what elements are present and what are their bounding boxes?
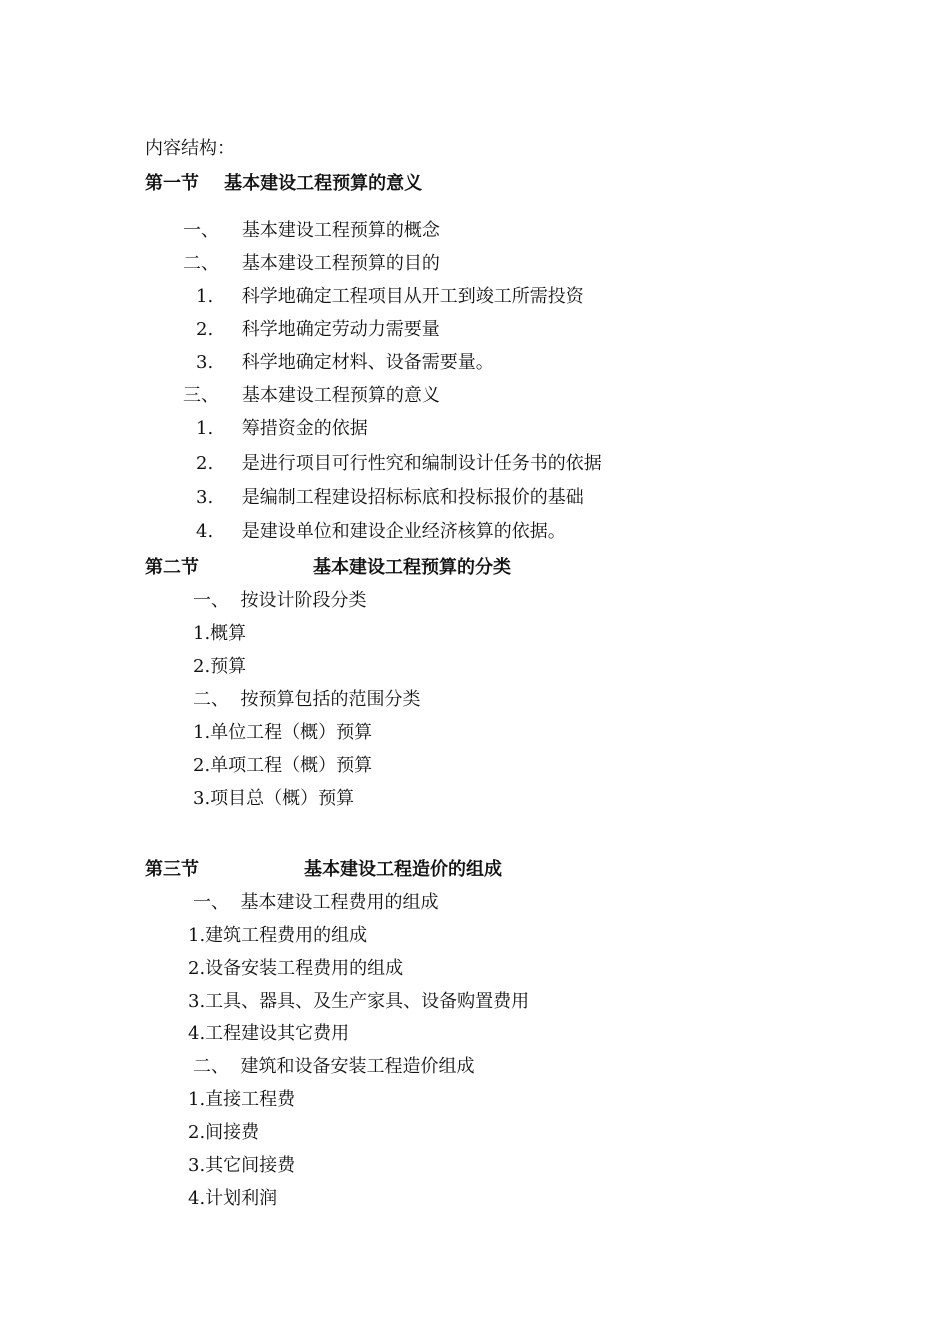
section-2-item-2: 二、 按预算包括的范围分类 [193, 689, 421, 710]
section-1-item-2-1: 1. 科学地确定工程项目从开工到竣工所需投资 [196, 286, 584, 307]
section-1-item-2-3: 3. 科学地确定材料、设备需要量。 [196, 352, 494, 373]
section-2-item-1-2: 2.预算 [193, 656, 247, 677]
section-1-item-3-2: 2. 是进行项目可行性究和编制设计任务书的依据 [196, 453, 602, 474]
section-1-item-3-1: 1. 筹措资金的依据 [196, 418, 368, 439]
section-3-label: 第三节 [145, 859, 199, 880]
section-2-title: 基本建设工程预算的分类 [313, 557, 511, 578]
section-1-item-2: 二、 基本建设工程预算的目的 [183, 253, 440, 274]
section-3-item-1-1: 1.建筑工程费用的组成 [188, 925, 368, 946]
section-1-item-1: 一、 基本建设工程预算的概念 [183, 220, 440, 241]
section-2-item-1: 一、 按设计阶段分类 [193, 590, 367, 611]
section-3-item-1: 一、 基本建设工程费用的组成 [193, 892, 439, 913]
section-1-item-2-2: 2. 科学地确定劳动力需要量 [196, 319, 440, 340]
section-2-item-2-3: 3.项目总（概）预算 [193, 788, 355, 809]
section-3-item-1-4: 4.工程建设其它费用 [188, 1023, 350, 1044]
section-3-item-2-1: 1.直接工程费 [188, 1089, 296, 1110]
section-3-item-1-2: 2.设备安装工程费用的组成 [188, 958, 404, 979]
section-2-item-2-1: 1.单位工程（概）预算 [193, 722, 373, 743]
section-2-item-1-1: 1.概算 [193, 623, 247, 644]
section-3-item-1-3: 3.工具、器具、及生产家具、设备购置费用 [188, 991, 530, 1012]
section-1-item-3: 三、 基本建设工程预算的意义 [183, 385, 440, 406]
section-3-item-2: 二、 建筑和设备安装工程造价组成 [193, 1056, 475, 1077]
outline-title: 内容结构： [145, 138, 235, 159]
section-1-item-3-4: 4. 是建设单位和建设企业经济核算的依据。 [196, 521, 566, 542]
section-1-item-3-3: 3. 是编制工程建设招标标底和投标报价的基础 [196, 487, 584, 508]
section-3-item-2-4: 4.计划利润 [188, 1188, 278, 1209]
section-3-title: 基本建设工程造价的组成 [304, 859, 502, 880]
section-3-item-2-3: 3.其它间接费 [188, 1155, 296, 1176]
section-2-label: 第二节 [145, 557, 199, 578]
section-1-heading: 第一节 基本建设工程预算的意义 [145, 173, 423, 194]
section-2-item-2-2: 2.单项工程（概）预算 [193, 755, 373, 776]
section-3-item-2-2: 2.间接费 [188, 1122, 260, 1143]
